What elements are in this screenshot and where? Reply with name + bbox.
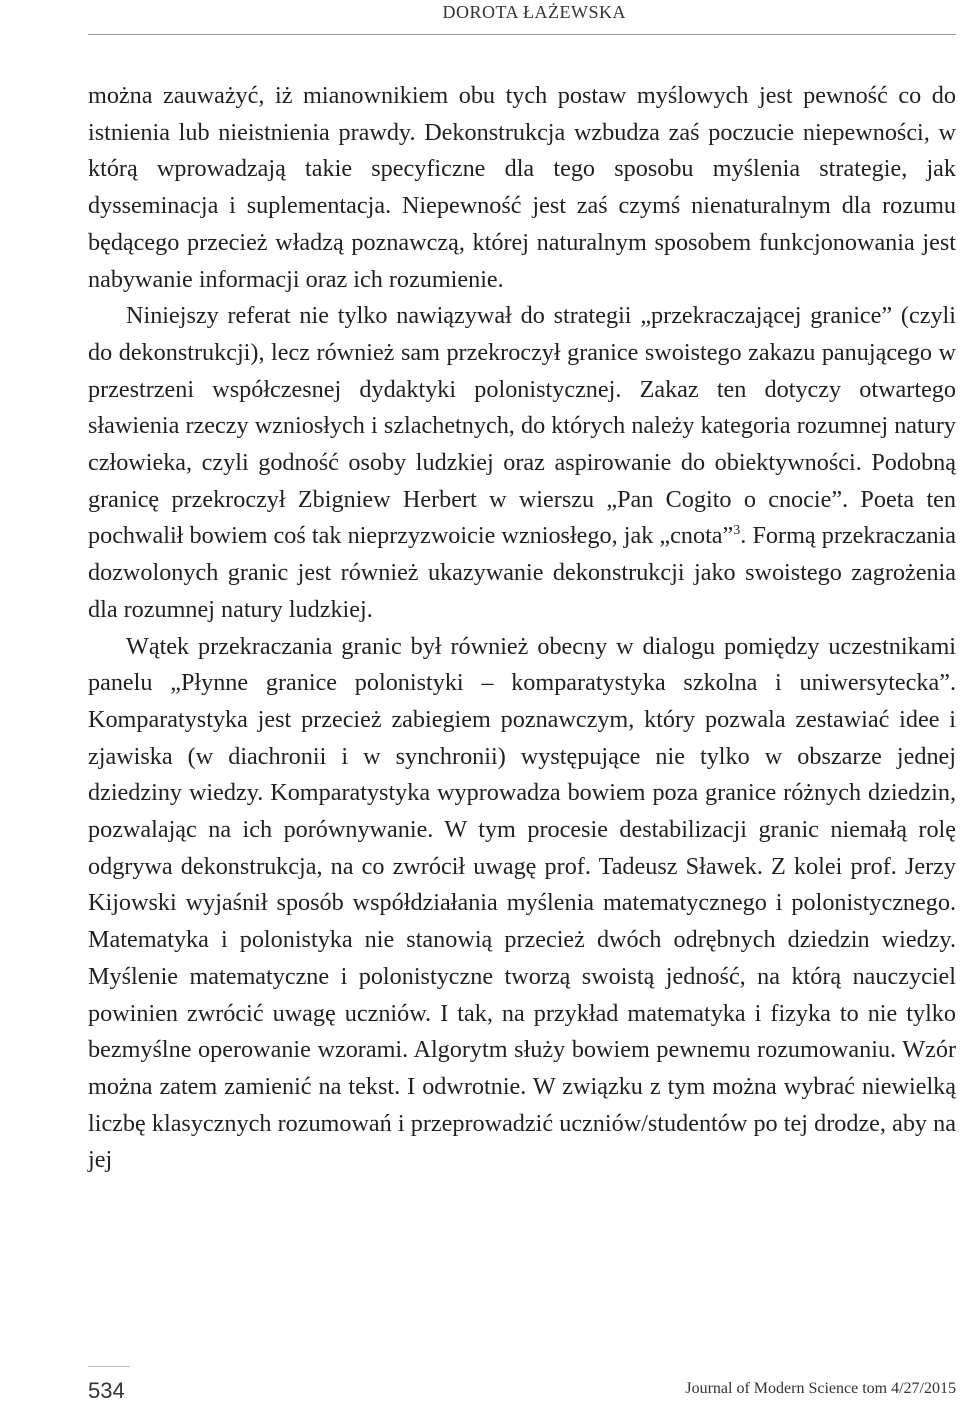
paragraph-2-continuation: . Formą przekraczania dozwolonych granic jest również ukazywanie dekonstrukcji jako swoistego zagrożenia dla rozumnej natury ludzkiej. xyxy=(88,522,956,623)
body-text xyxy=(88,78,956,1179)
running-head xyxy=(88,0,956,35)
paragraph-3: Wątek przekraczania granic był również obecny w dialogu pomiędzy uczestnikami panelu „Płynne granice polonistyki – komparatystyka szkolna i uniwersytecka”. Komparatystyka jest przecież zabiegiem poznawczym, który pozwala zestawiać idee i zjawiska (w diachronii i w synchronii) występujące nie tylko w obszarze jednej dziedziny wiedzy. Komparatystyka wyprowadza bowiem poza granice różnych dziedzin, pozwalając na ich porównywanie. W tym procesie destabilizacji granic niemałą rolę odgrywa dekonstrukcja, na co zwrócił uwagę prof. Tadeusz Sławek. Z kolei prof. Jerzy Kijowski wyjaśnił sposób współdziałania myślenia matematycznego i polonistycznego. Matematyka i polonistyka nie stanowią przecież dwóch odrębnych dziedzin wiedzy. Myślenie matematyczne i polonistyczne tworzą swoistą jedność, na którą nauczyciel powinien zwrócić uwagę uczniów. I tak, na przykład matematyka i fizyka to nie tylko bezmyślne operowanie wzorami. Algorytm służy bowiem pewnemu rozumowaniu. Wzór można zatem zamienić na tekst. I odwrotnie. W związku z tym można wybrać niewielką liczbę klasycznych rozumowań i przeprowadzić uczniów/studentów po tej drodze, aby na jej xyxy=(88,632,956,1174)
paragraph-1: można zauważyć, iż mianownikiem obu tych postaw myślowych jest pewność co do istnienia lub nieistnienia prawdy. Dekonstrukcja wzbudza zaś poczucie niepewności, w którą wprowadzają takie specyficzne dla tego sposobu myślenia strategie, jak dysseminacja i suplementacja. Niepewność jest zaś czymś nienaturalnym dla rozumu będącego przecież władzą poznawczą, której naturalnym sposobem funkcjonowania jest nabywanie informacji oraz ich rozumienie. xyxy=(88,82,956,293)
author-name: DOROTA ŁAŻEWSKA xyxy=(442,2,626,22)
page-number: 534 xyxy=(88,1378,125,1403)
paragraph-2 xyxy=(88,298,956,628)
journal-info: Journal of Modern Science tom 4/27/2015 xyxy=(685,1380,956,1397)
footer-rule xyxy=(88,1366,130,1367)
paragraph-2-text: Niniejszy referat nie tylko nawiązywał do strategii „przekraczającej granice” (czyli do dekonstrukcji), lecz również sam przekroczył granice swoistego zakazu panującego w przestrzeni współczesnej dydaktyki polonistycznej. Zakaz ten dotyczy otwartego sławienia rzeczy wzniosłych i szlachetnych, do których należy kategoria rozumnej natury człowieka, czyli godność osoby ludzkiej oraz aspirowanie do obiektywności. Podobną granicę przekroczył Zbigniew Herbert w wierszu „Pan Cogito o cnocie”. Poeta ten pochwalił bowiem coś tak nieprzyzwoicie wzniosłego, jak „cnota” xyxy=(88,302,956,550)
footnote-marker: 3 xyxy=(733,523,741,539)
